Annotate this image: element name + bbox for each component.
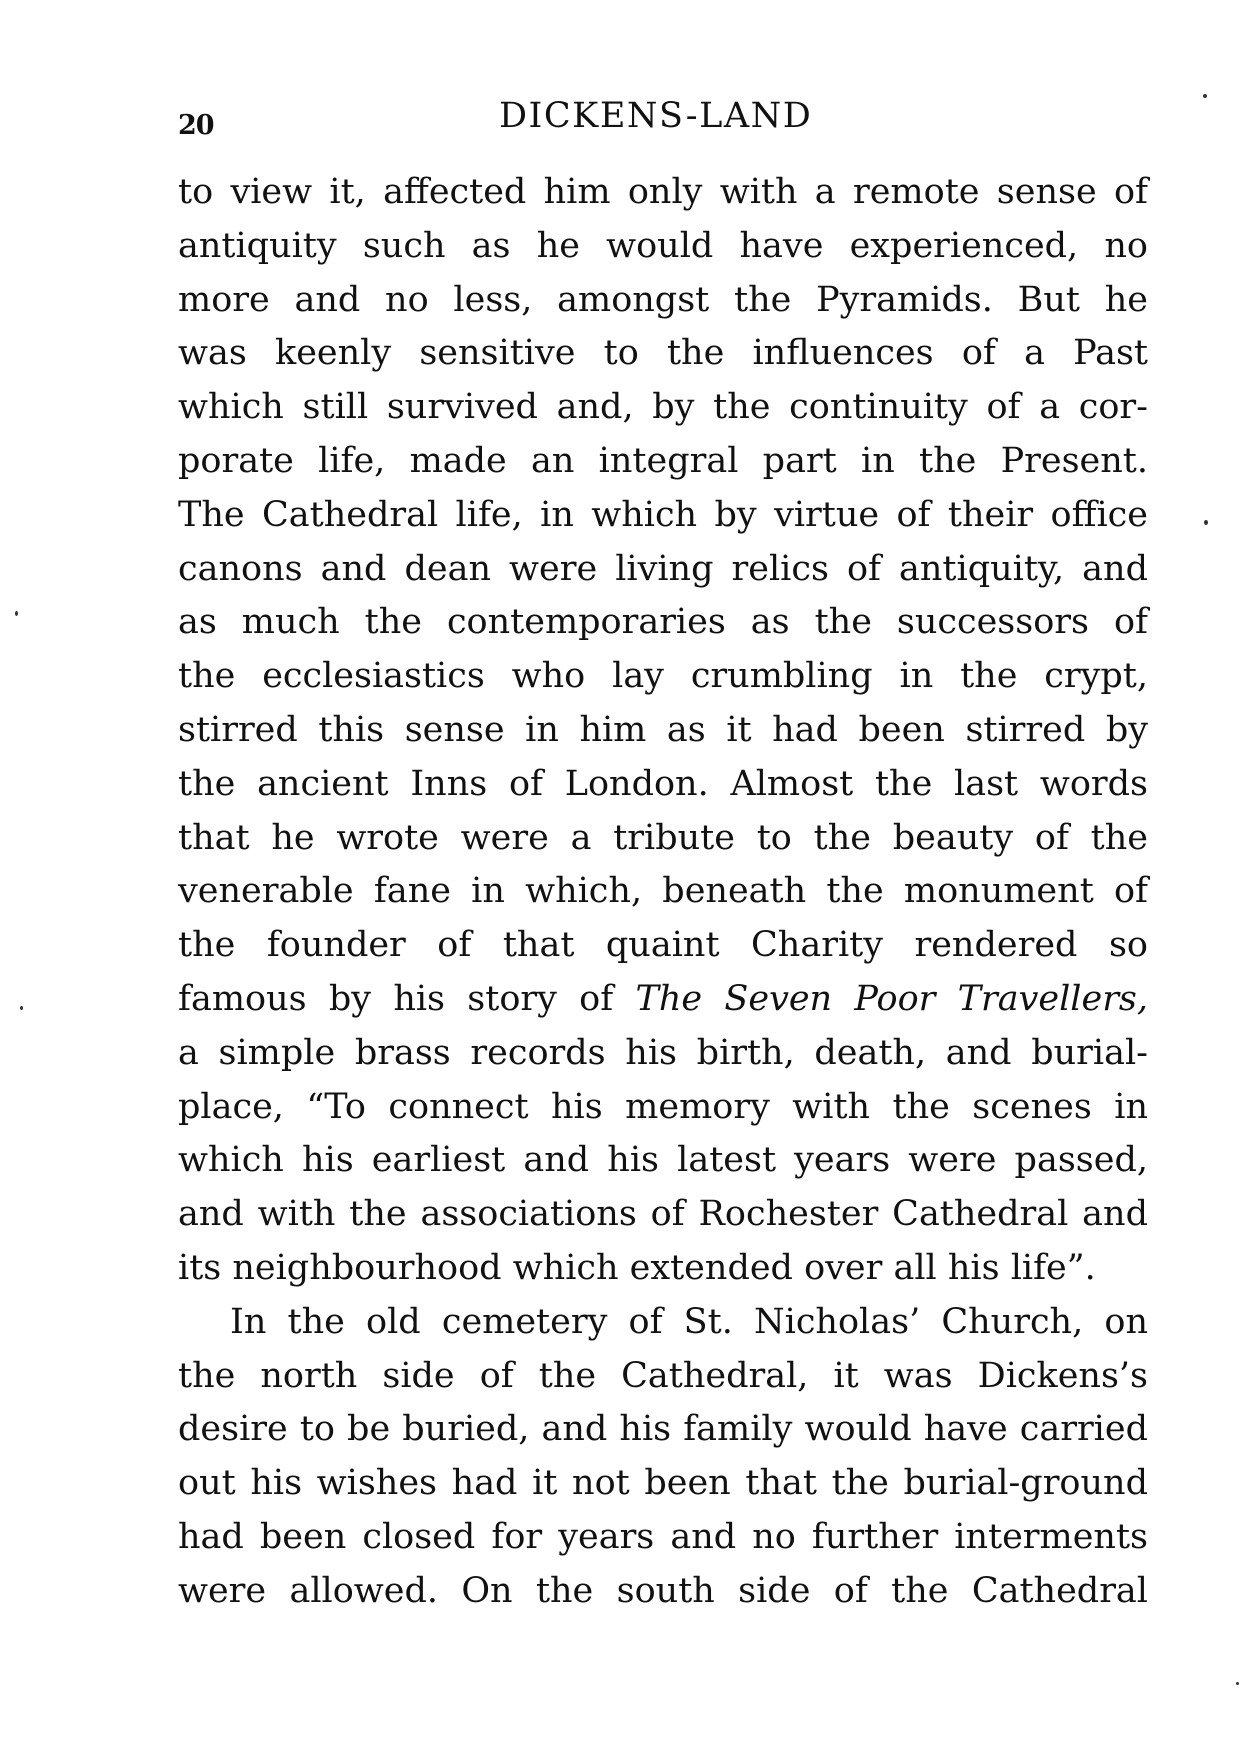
text-line: desire to be buried, and his family would have carried: [178, 1409, 1148, 1450]
text-line: that he wrote were a tribute to the beauty of the: [178, 817, 1148, 858]
text-line: had been closed for years and no further interments: [178, 1516, 1148, 1557]
text-line: canons and dean were living relics of antiquity, and: [178, 548, 1148, 589]
text-line: venerable fane in which, beneath the monument of: [178, 871, 1148, 912]
text-line: and with the associations of Rochester Cathedral and: [178, 1194, 1148, 1235]
text-line: the north side of the Cathedral, it was Dickens’s: [178, 1355, 1148, 1396]
text-line: out his wishes had it not been that the burial-ground: [178, 1463, 1148, 1504]
text-line: a simple brass records his birth, death, and burial-: [178, 1032, 1148, 1073]
text-line: porate life, made an integral part in the Present.: [178, 440, 1148, 481]
text-line: antiquity such as he would have experienced, no: [178, 225, 1148, 266]
text-line: the founder of that quaint Charity rendered so: [178, 925, 1148, 966]
text-line: the ecclesiastics who lay crumbling in the crypt,: [178, 656, 1148, 697]
page-header: [178, 96, 1148, 146]
scan-speck: [1203, 94, 1207, 98]
scan-speck: [1204, 520, 1208, 525]
scan-speck: [1236, 1682, 1239, 1685]
paragraph-start-line: In the old cemetery of St. Nicholas’ Church, on: [230, 1301, 1148, 1342]
text-line: were allowed. On the south side of the Cathedral: [178, 1570, 1148, 1611]
body-text: [178, 166, 1148, 1619]
text-line: stirred this sense in him as it had been stirred by: [178, 709, 1148, 750]
text-line: which his earliest and his latest years were passed,: [178, 1140, 1148, 1181]
scan-speck: [20, 1006, 23, 1010]
text-line: to view it, affected him only with a remote sense of: [178, 172, 1148, 212]
text-line: place, “To connect his memory with the scenes in: [178, 1086, 1148, 1127]
running-title: DICKENS-LAND: [499, 96, 813, 136]
text-segment: famous by his story of: [178, 978, 636, 1019]
text-line: as much the contemporaries as the successors of: [178, 602, 1148, 643]
text-line: more and no less, amongst the Pyramids. But he: [178, 279, 1148, 320]
text-line: which still survived and, by the continuity of a cor-: [178, 387, 1148, 428]
page-number: 20: [178, 110, 214, 141]
paragraph-end-line: its neighbourhood which extended over all his life”.: [178, 1247, 1096, 1288]
text-line: the ancient Inns of London. Almost the last words: [178, 763, 1148, 804]
book-title-italic: The Seven Poor Travellers,: [635, 978, 1149, 1019]
text-line: The Cathedral life, in which by virtue of their office: [178, 494, 1148, 535]
scan-speck: [15, 611, 18, 616]
text-line: was keenly sensitive to the influences of a Past: [178, 333, 1148, 374]
text-line-with-title: [178, 973, 1148, 1027]
